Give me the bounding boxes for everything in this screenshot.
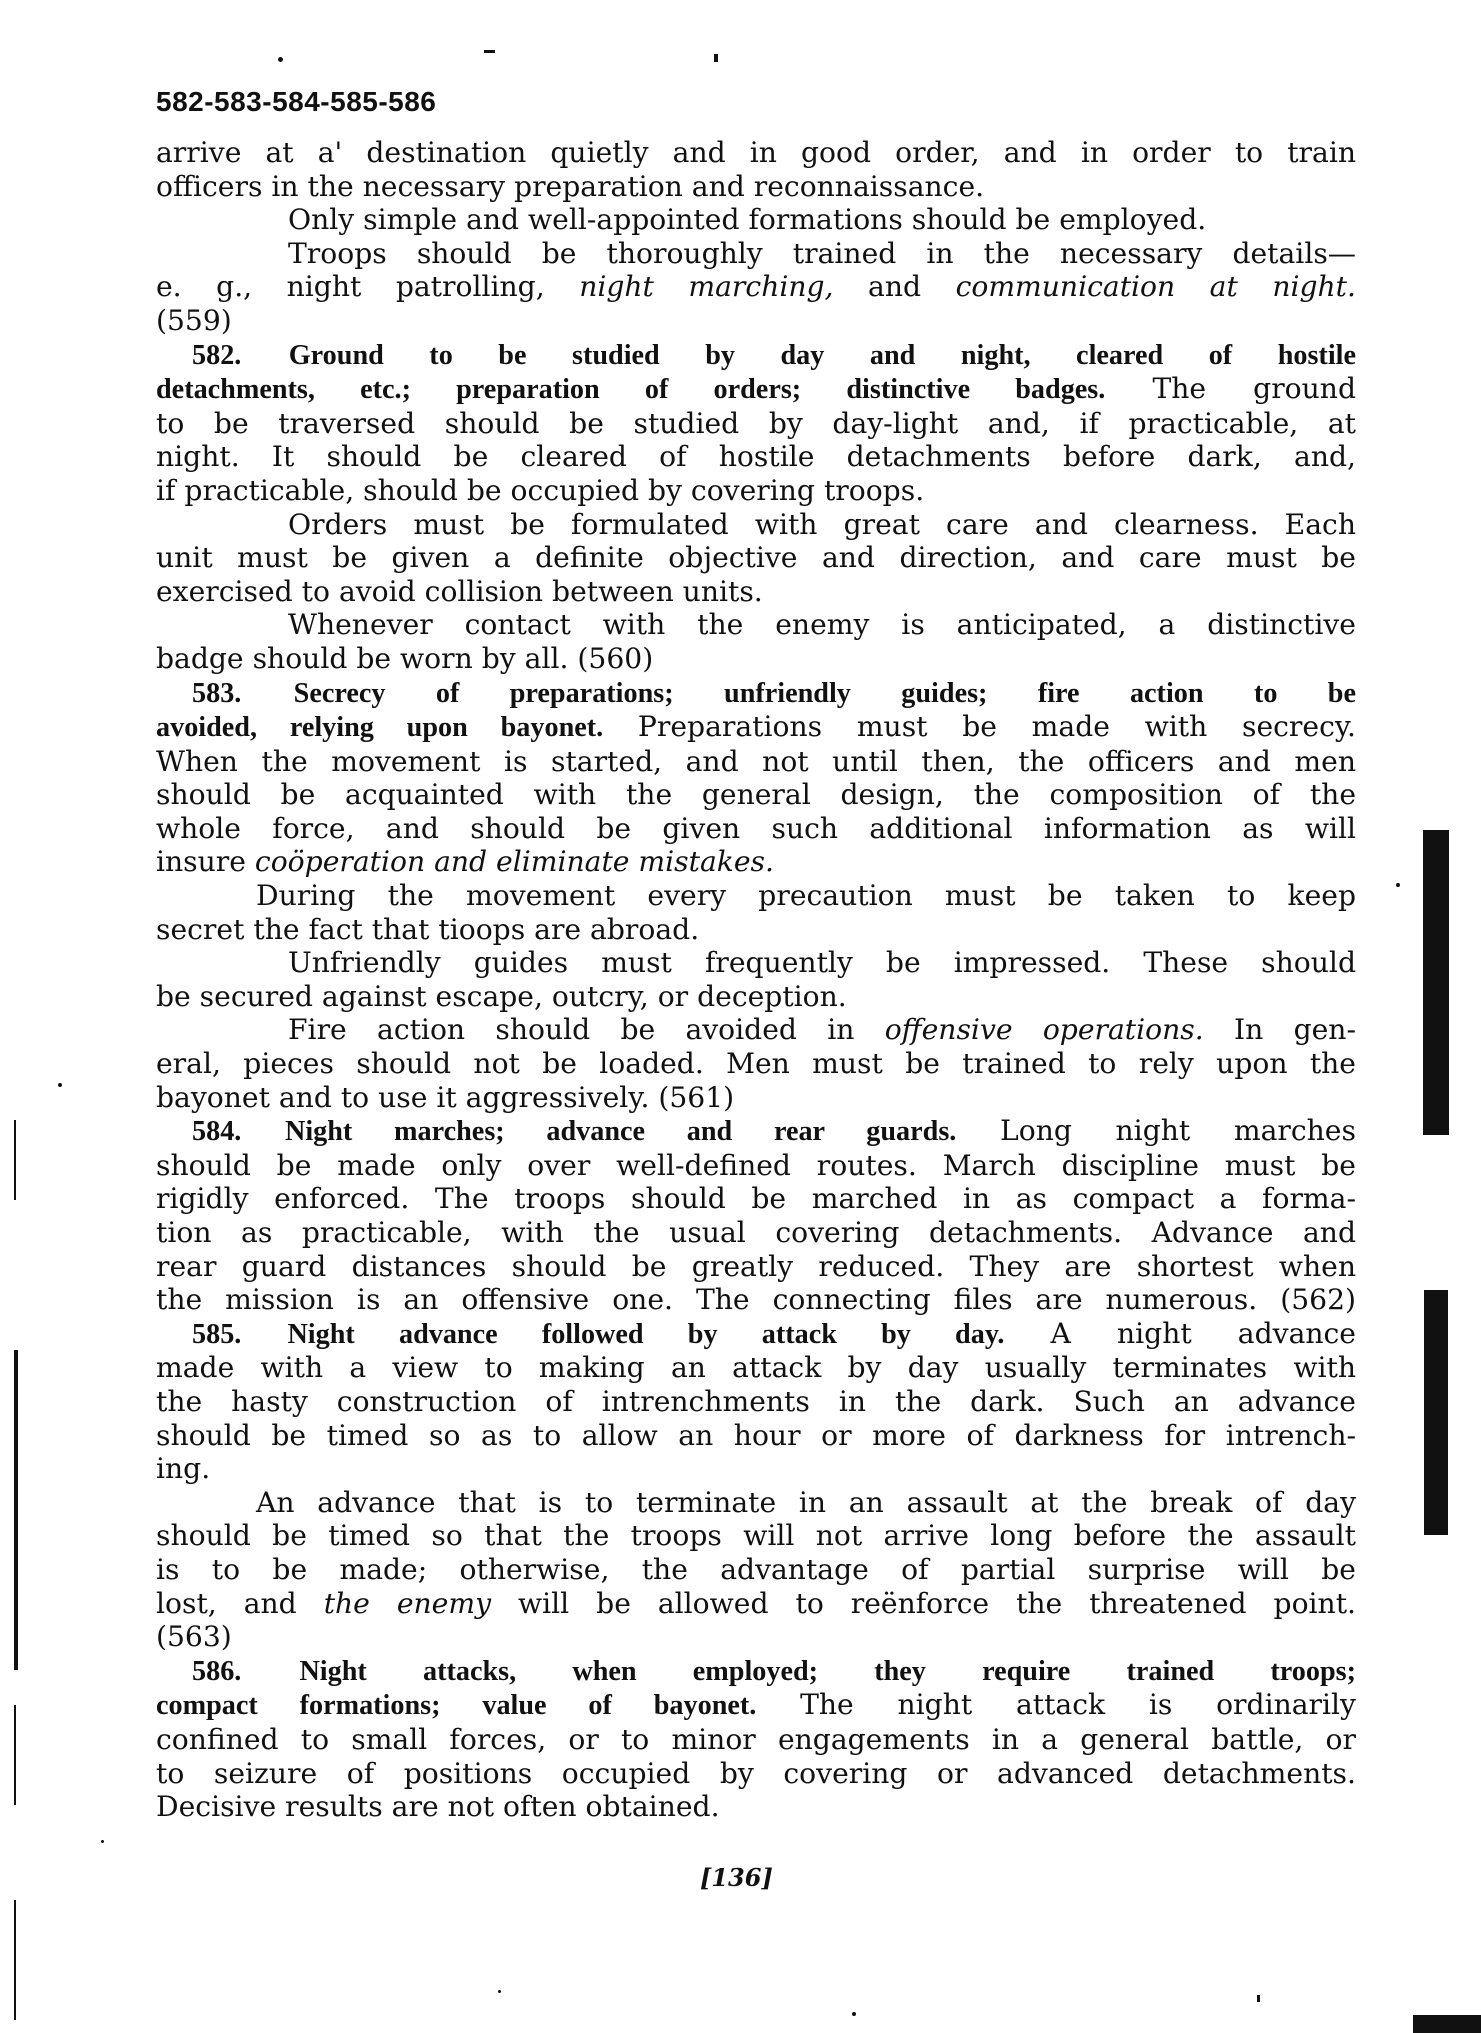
section-number: 584. [192, 1116, 242, 1148]
scan-speck [1396, 883, 1400, 887]
italic-span: coöperation and eliminate mistakes. [254, 845, 774, 879]
scan-edge-line [14, 1120, 16, 1200]
text-span: e. g., night patrolling, [156, 270, 545, 304]
paragraph-582-heading [156, 338, 1356, 373]
text-line: An advance that is to terminate in an assault at the break of day [256, 1485, 1356, 1519]
section-number: 585. [192, 1318, 242, 1350]
section-number: 583. [192, 677, 242, 709]
scan-speck [714, 54, 718, 62]
text-line: exercised to avoid collision between units. [156, 574, 763, 608]
section-heading: Night advance followed by attack by day. [287, 1318, 1005, 1350]
section-heading: Ground to be studied by day and night, cleared of hostile [288, 339, 1356, 371]
text-span: will be allowed to reënforce the threatened point. [518, 1586, 1356, 1620]
text-line: badge should be worn by all. (560) [156, 641, 654, 675]
scan-speck [852, 2012, 856, 2016]
italic-span: the enemy [323, 1586, 492, 1620]
italic-span: night marching, [579, 270, 834, 304]
text-line [156, 270, 1356, 304]
text-line: night. It should be cleared of hostile detachments before dark, and, [156, 440, 1356, 474]
text-line: arrive at a' destination quietly and in good order, and in order to train [156, 136, 1356, 169]
text-line: Decisive results are not often obtained. [156, 1790, 720, 1824]
section-heading: avoided, relying upon bayonet. [156, 712, 604, 744]
text-line: the hasty construction of intrenchments in the dark. Such an advance [156, 1384, 1356, 1418]
text-line: confined to small forces, or to minor engagements in a general battle, or [156, 1722, 1356, 1756]
paragraph-585-heading [156, 1317, 1356, 1352]
section-heading: Night attacks, when employed; they require trained troops; [299, 1655, 1356, 1687]
text-line: Troops should be thoroughly trained in the necessary details— [288, 236, 1356, 270]
text-line: made with a view to making an attack by day usually terminates with [156, 1351, 1356, 1385]
text-line: should be made only over well-defined routes. March discipline must be [156, 1148, 1356, 1182]
paragraph-586-heading [156, 1654, 1356, 1689]
section-number: 582. [192, 339, 242, 371]
text-line: the mission is an offensive one. The connecting files are numerous. (562) [156, 1283, 1356, 1317]
text-line: to seizure of positions occupied by covering or advanced detachments. [156, 1756, 1356, 1790]
text-line: should be acquainted with the general design, the composition of the [156, 778, 1356, 812]
binding-mark [1424, 1290, 1448, 1535]
text-line: whole force, and should be given such additional information as will [156, 811, 1356, 845]
paragraph-583-heading [156, 676, 1356, 711]
text-line [156, 845, 1356, 879]
page-header-section-numbers: 582-583-584-585-586 [156, 86, 437, 117]
text-span: Long night marches [1000, 1114, 1356, 1148]
text-line [156, 1688, 1356, 1723]
text-line: Only simple and well-appointed formations should be employed. [288, 203, 1207, 237]
scan-edge-line [14, 1705, 16, 1805]
italic-span: offensive operations. [884, 1013, 1204, 1047]
text-line [156, 1013, 1356, 1047]
text-line: if practicable, should be occupied by covering troops. [156, 473, 925, 507]
text-line: eral, pieces should not be loaded. Men must be trained to rely upon the [156, 1047, 1356, 1081]
text-span: Preparations must be made with secrecy. [637, 710, 1357, 744]
text-line: Whenever contact with the enemy is anticipated, a distinctive [288, 608, 1356, 642]
scan-speck [278, 57, 283, 62]
scan-speck [498, 1990, 501, 1993]
text-line: (559) [156, 303, 232, 337]
text-line: rear guard distances should be greatly reduced. They are shortest when [156, 1249, 1356, 1283]
text-line [156, 710, 1356, 745]
section-heading: detachments, etc.; preparation of orders; distinctive badges. [156, 374, 1106, 406]
text-line: During the movement every precaution must be taken to keep [256, 879, 1356, 913]
text-line: secret the fact that tioops are abroad. [156, 912, 700, 946]
binding-mark [1423, 830, 1449, 1135]
text-span: Fire action should be avoided in [288, 1013, 855, 1047]
text-line: should be timed so that the troops will not arrive long before the assault [156, 1519, 1356, 1553]
scan-speck [1257, 1995, 1260, 2002]
text-line: tion as practicable, with the usual covering detachments. Advance and [156, 1216, 1356, 1249]
text-line: Unfriendly guides must frequently be impressed. These should [288, 946, 1356, 980]
text-line: Orders must be formulated with great care and clearness. Each [288, 507, 1356, 541]
section-number: 586. [192, 1655, 242, 1687]
section-heading: Secrecy of preparations; unfriendly guides; fire action to be [293, 677, 1356, 709]
scan-speck [484, 50, 495, 53]
text-line: unit must be given a definite objective and direction, and care must be [156, 541, 1356, 575]
text-span: In gen- [1234, 1013, 1356, 1047]
text-line: to be traversed should be studied by day-light and, if practicable, at [156, 406, 1356, 440]
text-line: ing. [156, 1452, 211, 1486]
text-span: and [868, 270, 922, 304]
text-line: rigidly enforced. The troops should be marched in as compact a forma- [156, 1182, 1356, 1216]
body-text [156, 136, 1356, 1824]
text-line: bayonet and to use it aggressively. (561) [156, 1080, 735, 1114]
page-number: [136] [700, 1863, 773, 1892]
italic-span: communication at night. [955, 270, 1356, 304]
text-line: (563) [156, 1620, 232, 1654]
text-line: should be timed so as to allow an hour or more of darkness for intrench- [156, 1418, 1356, 1452]
scan-edge-line [14, 1350, 18, 1670]
section-heading: compact formations; value of bayonet. [156, 1690, 757, 1722]
paragraph-584-heading [156, 1114, 1356, 1149]
scan-edge-line [14, 1900, 16, 2020]
text-span: The ground [1152, 372, 1357, 406]
scan-speck [58, 1083, 62, 1087]
text-line: When the movement is started, and not until then, the officers and men [156, 744, 1356, 778]
text-line: be secured against escape, outcry, or deception. [156, 979, 847, 1013]
text-line: is to be made; otherwise, the advantage of partial surprise will be [156, 1552, 1356, 1586]
binding-mark [1413, 2015, 1481, 2033]
text-span: The night attack is ordinarily [800, 1688, 1356, 1722]
text-line [156, 372, 1356, 407]
text-span: lost, and [156, 1586, 297, 1620]
text-line [156, 1587, 1356, 1621]
scan-speck [101, 1840, 104, 1843]
text-line: officers in the necessary preparation and reconnaissance. [156, 169, 985, 203]
text-span: insure [156, 845, 246, 879]
section-heading: Night marches; advance and rear guards. [284, 1116, 957, 1148]
text-span: A night advance [1050, 1316, 1356, 1350]
